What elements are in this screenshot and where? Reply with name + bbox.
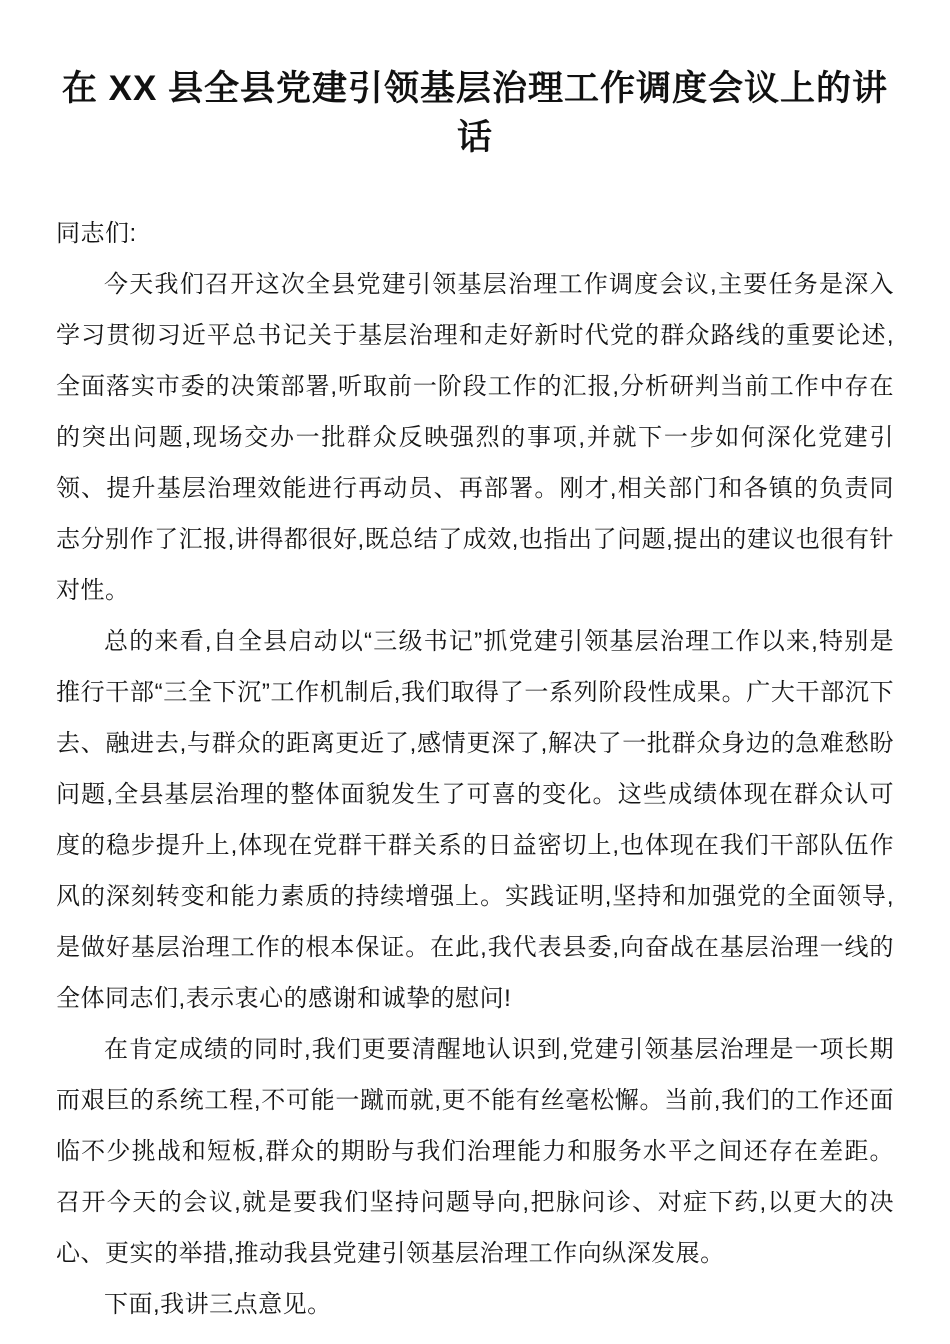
paragraph-4: 下面,我讲三点意见。 (104, 1291, 332, 1318)
document-body (56, 208, 894, 1330)
document-title: 在 XX 县全县党建引领基层治理工作调度会议上的讲话 (61, 69, 889, 157)
paragraph-1: 今天我们召开这次全县党建引领基层治理工作调度会议,主要任务是深入学习贯彻习近平总书记关于基层治理和走好新时代党的群众路线的重要论述,全面落实市委的决策部署,听取前一阶段工作的汇报,分析研判当前工作中存在的突出问题,现场交办一批群众反映强烈的事项,并就下一步如何深化党建引领、提升基层治理效能进行再动员、再部署。刚才,相关部门和各镇的负责同志分别作了汇报,讲得都很好,既总结了成效,也指出了问题,提出的建议也很有针对性。 (56, 271, 894, 604)
paragraph-2: 总的来看,自全县启动以“三级书记”抓党建引领基层治理工作以来,特别是推行干部“三全下沉”工作机制后,我们取得了一系列阶段性成果。广大干部沉下去、融进去,与群众的距离更近了,感情更深了,解决了一批群众身边的急难愁盼问题,全县基层治理的整体面貌发生了可喜的变化。这些成绩体现在群众认可度的稳步提升上,体现在党群干群关系的日益密切上,也体现在我们干部队伍作风的深刻转变和能力素质的持续增强上。实践证明,坚持和加强党的全面领导,是做好基层治理工作的根本保证。在此,我代表县委,向奋战在基层治理一线的全体同志们,表示衷心的感谢和诚挚的慰问! (56, 628, 894, 1012)
paragraph-3: 在肯定成绩的同时,我们更要清醒地认识到,党建引领基层治理是一项长期而艰巨的系统工程,不可能一蹴而就,更不能有丝毫松懈。当前,我们的工作还面临不少挑战和短板,群众的期盼与我们治理能力和服务水平之间还存在差距。召开今天的会议,就是要我们坚持问题导向,把脉问诊、对症下药,以更大的决心、更实的举措,推动我县党建引领基层治理工作向纵深发展。 (56, 1036, 894, 1267)
salutation: 同志们: (56, 220, 137, 247)
